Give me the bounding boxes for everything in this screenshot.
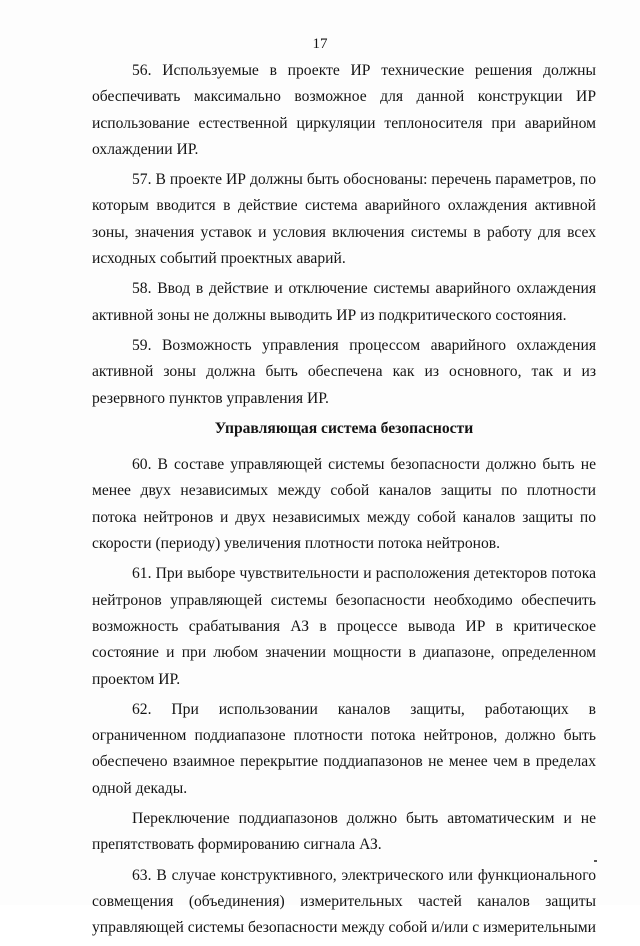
paragraph-60: 60. В составе управляющей системы безопасности должно быть не менее двух независимых между собой каналов защиты по плотности потока нейтронов и двух независимых между собой каналов защиты по скорости (периоду) увеличения плотности потока нейтронов. <box>92 456 596 553</box>
paragraph-62: 62. При использовании каналов защиты, работающих в ограниченном поддиапазоне плотности потока нейтронов, должно быть обеспечено взаимное перекрытие поддиапазонов не менее чем в пределах одной декады. <box>92 700 596 797</box>
paragraph-63: 63. В случае конструктивного, электрического или функционального совмещения (объединения) измерительных частей каналов защиты управляющей системы безопасности между собой и/или с измерительными <box>92 866 596 937</box>
document-body <box>92 58 596 946</box>
paragraph-56: 56. Используемые в проекте ИР технические решения должны обеспечивать максимально возможное для данной конструкции ИР использование естественной циркуляции теплоносителя при аварийном охлаждении ИР. <box>92 62 596 158</box>
page-number: 17 <box>312 36 328 52</box>
section-heading: Управляющая система безопасности <box>214 419 474 437</box>
paragraph-62-continuation: Переключение поддиапазонов должно быть автоматическим и не препятствовать формированию сигнала АЗ. <box>92 810 596 854</box>
scan-mark <box>594 860 597 862</box>
paragraph-58: 58. Ввод в действие и отключение системы аварийного охлаждения активной зоны не должны выводить ИР из подкритического состояния. <box>92 280 596 324</box>
paragraph-57: 57. В проекте ИР должны быть обоснованы: перечень параметров, по которым вводится в действие система аварийного охлаждения активной зоны, значения уставок и условия включения системы в работу для всех исходных событий проектных аварий. <box>92 171 596 268</box>
paragraph-61: 61. При выборе чувствительности и расположения детекторов потока нейтронов управляющей системы безопасности необходимо обеспечить возможность срабатывания АЗ в процессе вывода ИР в критическое состояние и при любом значении мощности в диапазоне, определенном проектом ИР. <box>92 565 596 688</box>
paragraph-59: 59. Возможность управления процессом аварийного охлаждения активной зоны должна быть обеспечена как из основного, так и из резервного пунктов управления ИР. <box>92 336 596 407</box>
